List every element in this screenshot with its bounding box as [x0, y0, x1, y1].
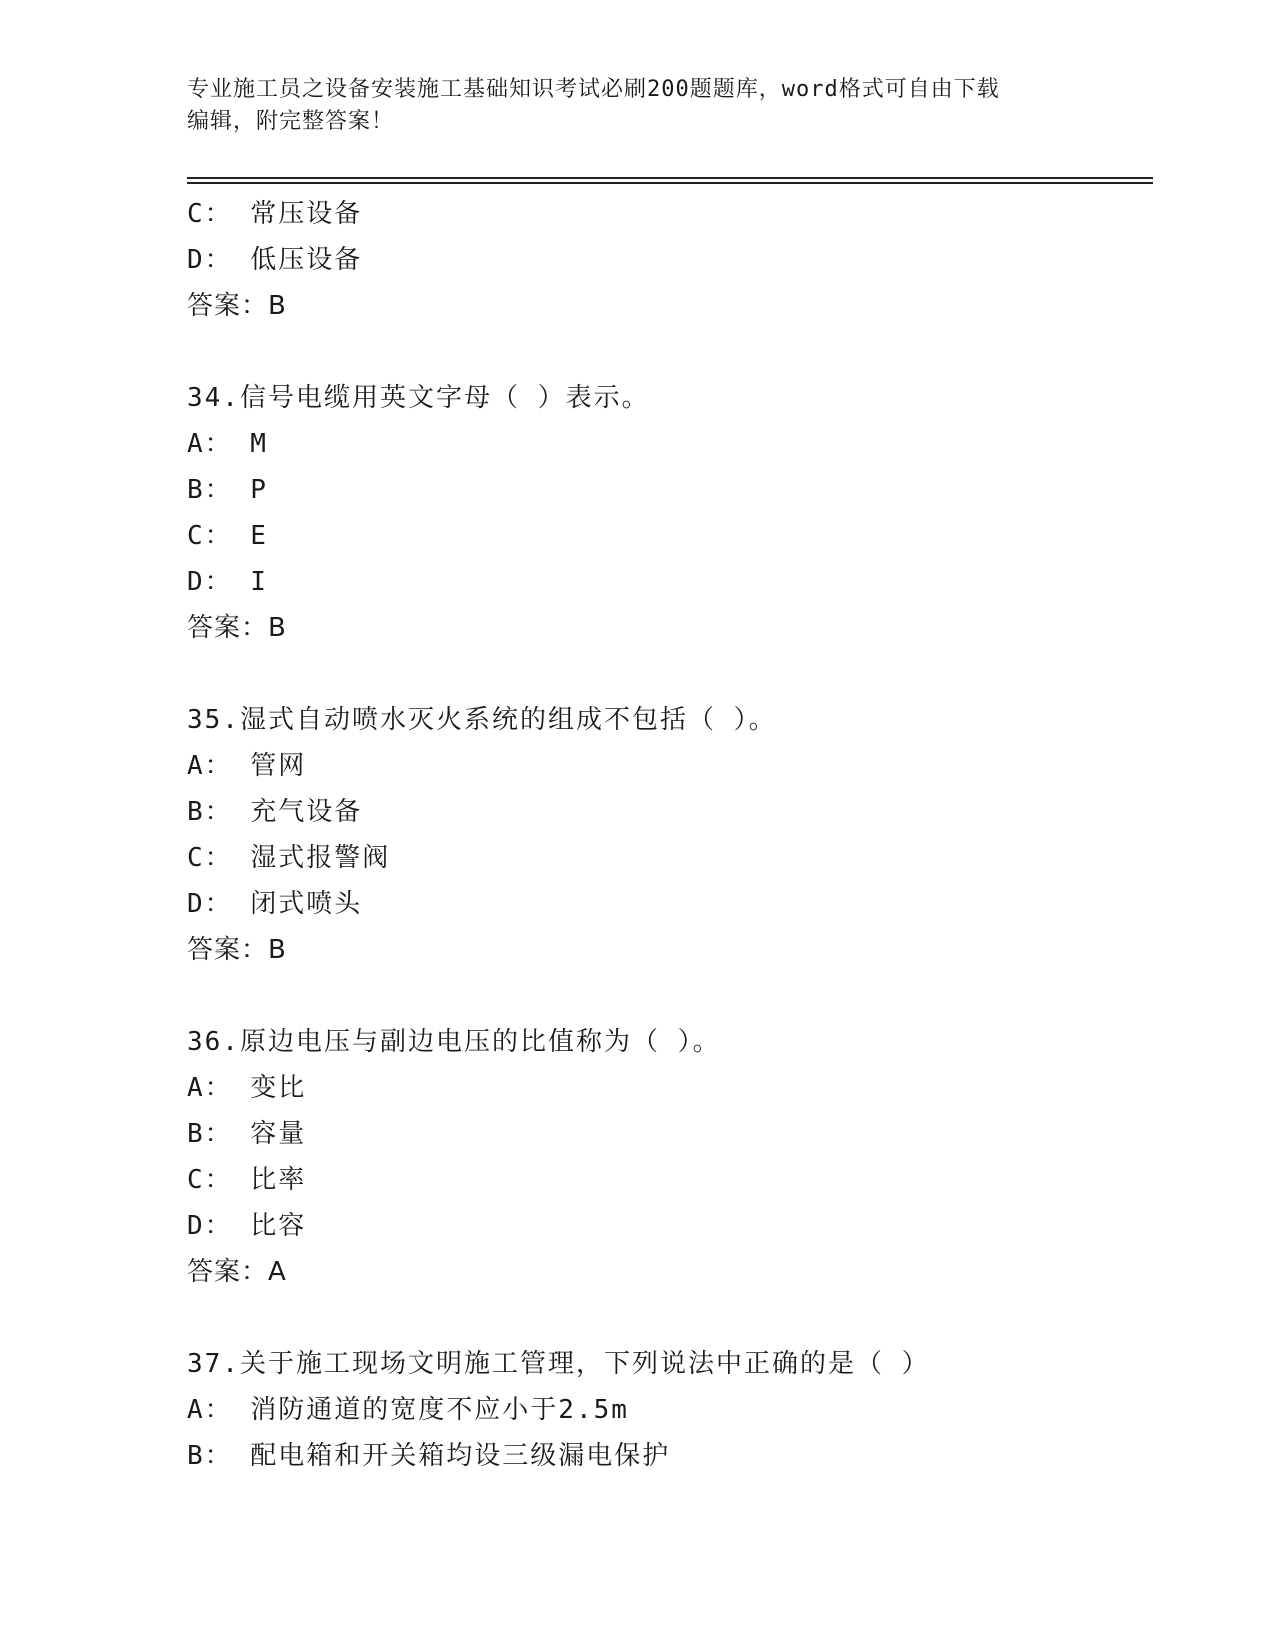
question-list	[187, 191, 1187, 1479]
option-a: A： 消防通道的宽度不应小于2.5m	[187, 1395, 629, 1425]
header-line-1: 专业施工员之设备安装施工基础知识考试必刷200题题库，word格式可自由下载	[187, 77, 1000, 102]
question-37	[187, 1341, 1187, 1479]
option-a: A： 管网	[187, 751, 307, 781]
question-35	[187, 697, 1187, 973]
document-header	[187, 74, 1067, 138]
answer: 答案：B	[187, 935, 287, 965]
question-text: 37.关于施工现场文明施工管理，下列说法中正确的是（ ）	[187, 1349, 930, 1379]
header-divider-top	[187, 177, 1153, 179]
option-c: C： 比率	[187, 1165, 307, 1195]
answer: 答案：B	[187, 291, 287, 321]
option-d: D： 闭式喷头	[187, 889, 363, 919]
header-line-2: 编辑，附完整答案！	[187, 109, 395, 134]
option-b: B： 充气设备	[187, 797, 363, 827]
option-b: B： 容量	[187, 1119, 307, 1149]
option-d: D： 低压设备	[187, 245, 363, 275]
question-33-tail	[187, 191, 1187, 329]
option-c: C： 湿式报警阀	[187, 843, 391, 873]
question-34	[187, 375, 1187, 651]
question-36	[187, 1019, 1187, 1295]
option-d: D： I	[187, 567, 268, 597]
header-divider-bottom	[187, 182, 1153, 184]
spacer	[187, 973, 1187, 1019]
spacer	[187, 1295, 1187, 1341]
question-text: 35.湿式自动喷水灭火系统的组成不包括（ ）。	[187, 705, 777, 735]
spacer	[187, 651, 1187, 697]
option-b: B： P	[187, 475, 268, 505]
question-text: 34.信号电缆用英文字母（ ）表示。	[187, 383, 650, 413]
option-b: B： 配电箱和开关箱均设三级漏电保护	[187, 1441, 671, 1471]
question-text: 36.原边电压与副边电压的比值称为（ ）。	[187, 1027, 721, 1057]
option-c: C： E	[187, 521, 268, 551]
answer: 答案：B	[187, 613, 287, 643]
option-a: A： M	[187, 429, 268, 459]
spacer	[187, 329, 1187, 375]
option-d: D： 比容	[187, 1211, 307, 1241]
option-a: A： 变比	[187, 1073, 307, 1103]
option-c: C： 常压设备	[187, 199, 363, 229]
answer: 答案：A	[187, 1257, 287, 1287]
